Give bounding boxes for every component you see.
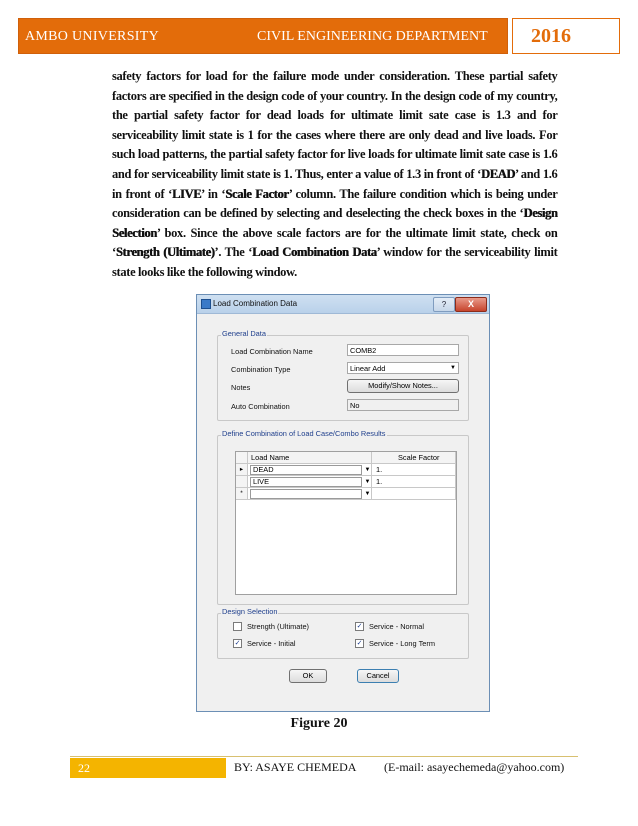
service-normal-label: Service - Normal [369,622,425,631]
load-name-select[interactable]: LIVE [250,477,362,487]
auto-combination-label: Auto Combination [231,402,290,411]
text-segment: ’ column. The failure condition which is being under consideration can be defined by selecting and deselecting the check boxes in the ‘ [112,185,558,221]
combination-name-field[interactable]: COMB2 [347,344,459,356]
load-name-select[interactable]: DEAD [250,465,362,475]
strength-ultimate-checkbox[interactable] [233,622,242,631]
department-name: CIVIL ENGINEERING DEPARTMENT [257,29,488,44]
footer-page-box [70,758,226,778]
text-segment: ’ in ‘ [201,185,226,201]
load-case-grid [235,451,457,595]
dialog-title: Load Combination Data [213,299,298,308]
scale-factor-cell[interactable]: 1. [372,464,456,476]
header-year-box [512,18,620,54]
keyword-load-combination-data: Load Combination Data [252,244,377,260]
service-long-term-label: Service - Long Term [369,639,435,648]
row-marker[interactable]: ▸ [236,464,248,476]
combination-type-value: Linear Add [350,364,386,373]
text-segment: ’ and 1.6 in front of ‘ [112,165,558,201]
row-marker[interactable]: * [236,488,248,500]
chevron-down-icon[interactable]: ▼ [364,491,371,497]
keyword-scale-factor: Scale Factor [225,185,289,201]
text-segment: ’ box. Since the above scale factors are for the ultimate limit state, check on ‘ [112,224,558,260]
chevron-down-icon[interactable]: ▼ [364,479,371,485]
row-marker[interactable] [236,476,248,488]
header-banner [18,18,508,54]
header-year: 2016 [531,25,571,47]
service-long-term-checkbox[interactable]: ✓ [356,640,363,647]
auto-combination-field: No [347,399,459,411]
close-button[interactable]: X [455,297,487,312]
keyword-live: LIVE [171,185,202,201]
footer-author: BY: ASAYE CHEMEDA [234,760,357,774]
modify-notes-button[interactable]: Modify/Show Notes... [347,379,459,393]
page-number: 22 [78,761,90,775]
keyword-strength: Strength (Ultimate) [115,244,215,260]
dialog-titlebar[interactable] [197,295,489,314]
app-icon [201,299,211,309]
chevron-down-icon: ▼ [450,365,456,371]
load-combination-dialog [196,294,490,712]
body-paragraph [112,66,557,282]
define-combination-label: Define Combination of Load Case/Combo Results [222,429,386,438]
service-normal-checkbox[interactable]: ✓ [356,623,363,630]
ok-button[interactable]: OK [289,669,327,683]
chevron-down-icon[interactable]: ▼ [364,467,371,473]
load-name-column-header[interactable]: Load Name [248,452,372,464]
strength-ultimate-label: Strength (Ultimate) [247,622,310,631]
text-segment: ’ window for the serviceability limit state looks like the following window. [112,244,558,279]
text-segment: ’. The ‘ [214,244,253,260]
university-name: AMBO UNIVERSITY [25,29,159,44]
service-initial-label: Service - Initial [247,639,296,648]
notes-label: Notes [231,383,251,392]
help-button[interactable]: ? [433,297,455,312]
scale-factor-column-header[interactable]: Scale Factor [372,452,456,464]
footer-email: (E-mail: asayechemeda@yahoo.com) [384,760,565,774]
cancel-button[interactable]: Cancel [357,669,399,683]
design-selection-group [217,613,469,659]
keyword-dead: DEAD [480,165,515,181]
keyword-design-selection: Design Selection [112,205,558,240]
combination-name-label: Load Combination Name [231,347,313,356]
scale-factor-cell[interactable] [372,488,456,500]
grid-corner-header [236,452,248,464]
load-name-select[interactable] [250,489,362,499]
combination-type-select[interactable] [347,362,459,374]
service-initial-checkbox[interactable]: ✓ [234,640,241,647]
design-selection-label: Design Selection [222,607,278,616]
page-header [18,18,620,54]
general-data-label: General Data [222,329,266,338]
scale-factor-cell[interactable]: 1. [372,476,456,488]
figure-caption: Figure 20 [290,716,348,731]
combination-type-label: Combination Type [231,365,291,374]
footer-divider [70,756,578,757]
text-segment: safety factors for load for the failure mode under consideration. These partial safety factors are specified in the design code of your country. In the design code of my country, the partial safety factor for dead loads for ultimate limit sate case is 1.3 and for serviceability limit state is 1 for the cases where there are only dead and live loads. For such load patterns, the partial safety factor for live loads for ultimate limit sate case is 1.6 and for serviceability limit state is 1. Thus, enter a value of 1.3 in front of ‘ [112,68,558,181]
